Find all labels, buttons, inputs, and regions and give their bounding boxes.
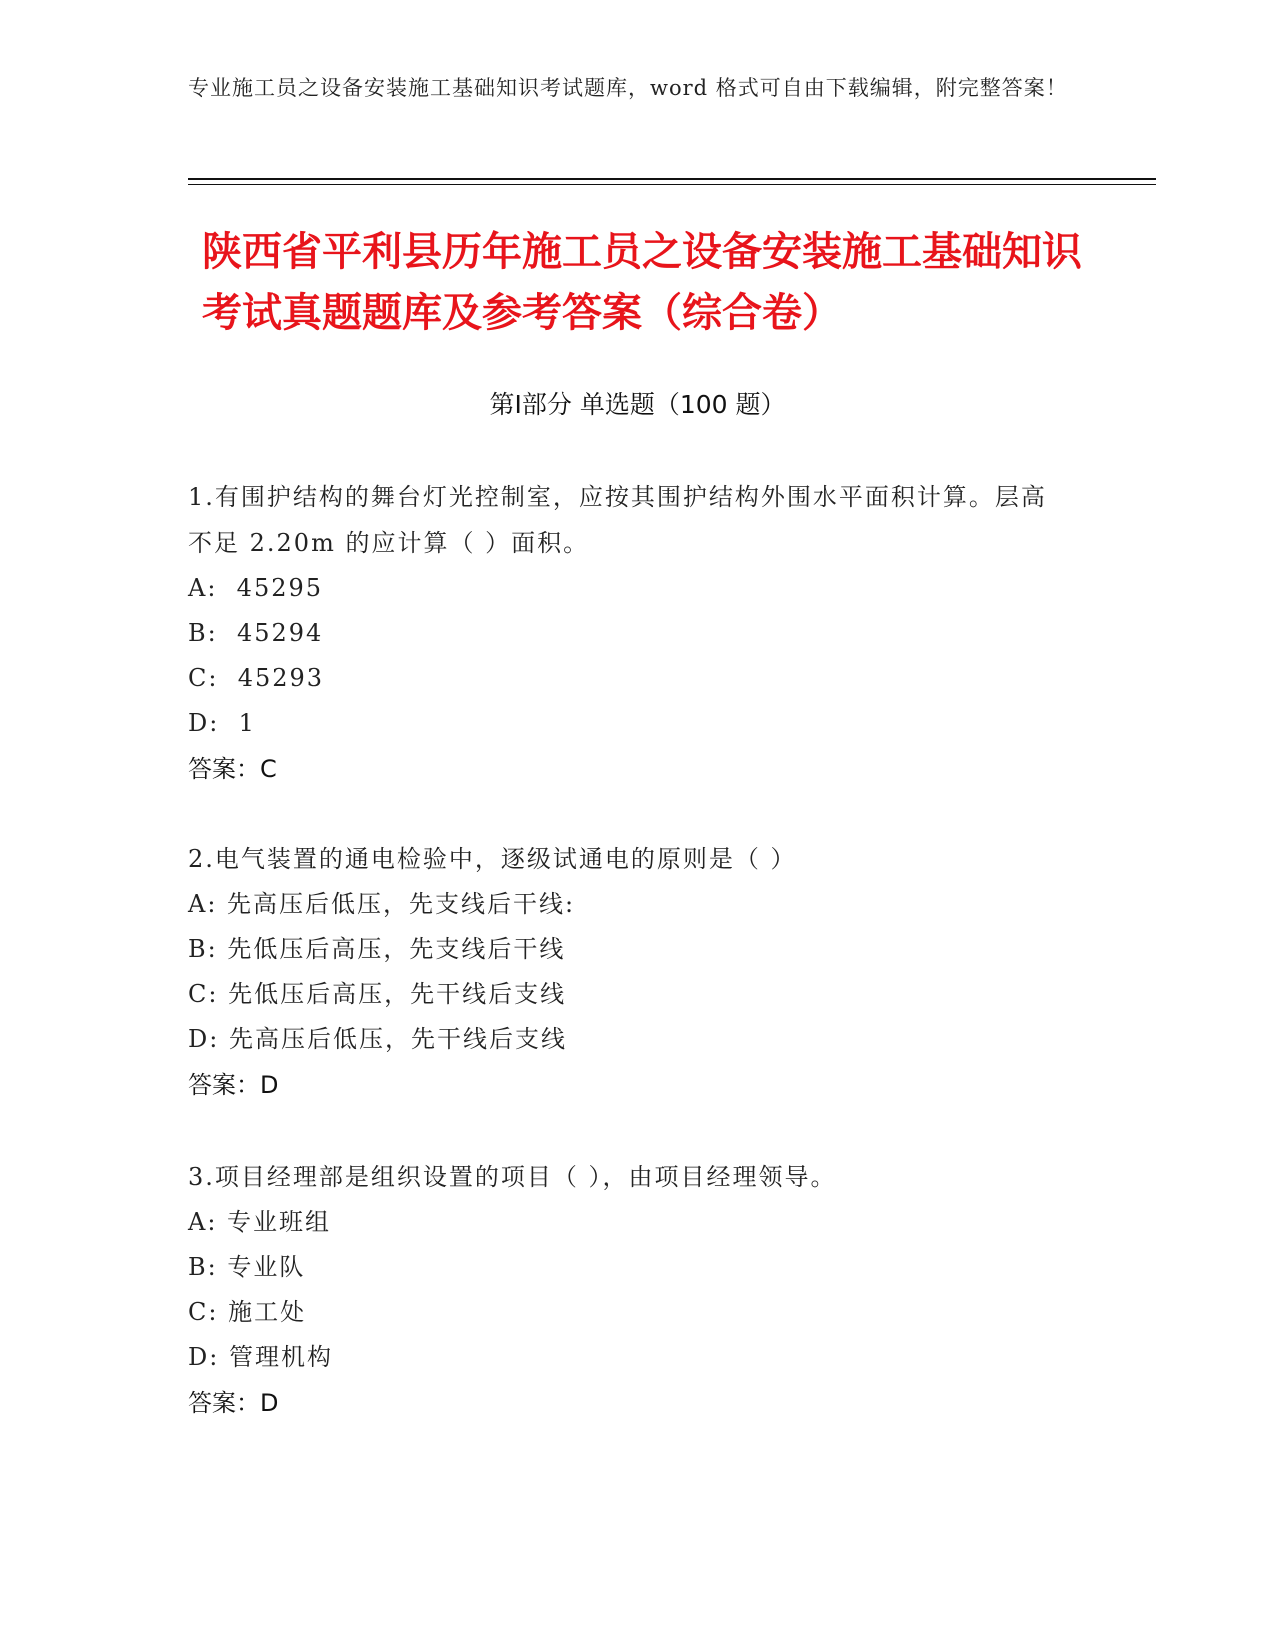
question-stem: 2.电气装置的通电检验中，逐级试通电的原则是（ ） — [188, 845, 797, 873]
header-divider-thin — [188, 184, 1156, 185]
header-divider-thick — [188, 178, 1156, 180]
question-3 — [188, 1154, 1068, 1426]
question-stem: 3.项目经理部是组织设置的项目（ ），由项目经理领导。 — [188, 1163, 837, 1191]
option-a: A: 专业班组 — [188, 1208, 332, 1236]
question-stem: 1.有围护结构的舞台灯光控制室，应按其围护结构外围水平面积计算。层高不足 2.20m 的应计算（ ）面积。 — [188, 483, 1047, 557]
question-2 — [188, 836, 1068, 1108]
option-d: D: 先高压后低压，先干线后支线 — [188, 1025, 567, 1053]
document-title: 陕西省平利县历年施工员之设备安装施工基础知识考试真题题库及参考答案（综合卷） — [202, 229, 1082, 336]
option-c: C: 先低压后高压，先干线后支线 — [188, 980, 567, 1008]
option-b: B: 45294 — [188, 619, 324, 647]
option-b: B: 专业队 — [188, 1253, 306, 1281]
section-title: 第Ⅰ部分 单选题（100 题） — [489, 390, 786, 419]
option-c: C: 45293 — [188, 664, 325, 692]
option-a: A: 先高压后低压，先支线后干线: — [188, 890, 576, 918]
option-a: A: 45295 — [188, 574, 324, 602]
option-d: D: 管理机构 — [188, 1343, 333, 1371]
answer: 答案：D — [188, 1389, 279, 1417]
option-b: B: 先低压后高压，先支线后干线 — [188, 935, 566, 963]
answer: 答案：D — [188, 1071, 279, 1099]
answer: 答案：C — [188, 755, 277, 783]
document-header-note: 专业施工员之设备安装施工基础知识考试题库，word 格式可自由下载编辑，附完整答案！ — [188, 76, 1068, 100]
option-c: C: 施工处 — [188, 1298, 307, 1326]
option-d: D: 1 — [188, 709, 256, 737]
question-1 — [188, 474, 1068, 792]
